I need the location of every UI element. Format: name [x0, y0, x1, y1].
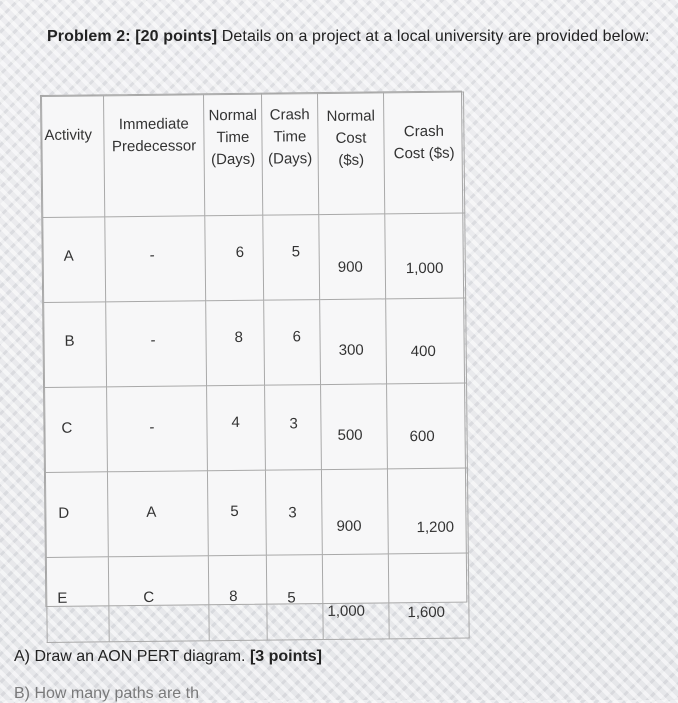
header-activity: Activity [42, 96, 105, 218]
cell-crash-time: 3 [265, 470, 322, 556]
cell-normal-cost: 900 [321, 469, 388, 555]
cell-predecessor: A [107, 471, 208, 557]
question-a [14, 648, 322, 666]
question-a-points: [3 points] [249, 648, 322, 665]
cell-activity: A [43, 217, 106, 303]
header-normal-time: Normal Time (Days) [204, 94, 263, 216]
cell-crash-cost: 1,000 [385, 213, 466, 299]
project-table-container [40, 91, 467, 622]
problem-label: Problem 2: [47, 28, 131, 45]
cell-activity: E [46, 557, 109, 643]
header-normal-cost: Normal Cost ($s) [318, 93, 385, 215]
cell-normal-time: 5 [207, 470, 266, 556]
cell-activity: C [45, 387, 108, 473]
cell-normal-time: 8 [206, 300, 265, 386]
cell-normal-cost: 300 [320, 299, 387, 385]
table-row [45, 468, 468, 557]
cell-predecessor: - [105, 216, 206, 302]
problem-points: [20 points] [135, 28, 218, 45]
cell-activity: B [44, 302, 107, 388]
table-row [46, 553, 469, 642]
cell-normal-cost: 900 [319, 214, 386, 300]
cell-crash-time: 6 [264, 300, 321, 386]
cell-predecessor: C [108, 556, 209, 642]
problem-title [47, 28, 650, 46]
problem-text: Details on a project at a local university are provided below: [221, 28, 650, 45]
question-a-text: A) Draw an AON PERT diagram. [14, 648, 246, 665]
cell-crash-time: 3 [265, 385, 322, 471]
header-crash-time: Crash Time (Days) [262, 94, 319, 216]
cell-crash-time: 5 [263, 215, 320, 301]
cell-normal-time: 6 [205, 215, 264, 301]
header-immediate-predecessor: Immediate Predecessor [104, 95, 205, 217]
cell-predecessor: - [107, 386, 208, 472]
cell-normal-time: 4 [207, 385, 266, 471]
cell-normal-cost: 500 [321, 384, 388, 470]
header-crash-cost: Crash Cost ($s) [383, 92, 464, 214]
cell-crash-cost: 1,600 [388, 553, 469, 639]
question-b-partial: B) How many paths are th [14, 685, 199, 702]
cell-activity: D [45, 472, 108, 558]
cell-normal-time: 8 [208, 555, 267, 641]
table-row [43, 213, 466, 302]
cell-crash-cost: 600 [387, 383, 468, 469]
cell-crash-cost: 400 [386, 298, 467, 384]
project-activity-table [41, 92, 470, 643]
table-header-row [42, 92, 465, 217]
cell-normal-cost: 1,000 [322, 554, 389, 640]
cell-crash-cost: 1,200 [387, 468, 468, 554]
table-row [44, 298, 467, 387]
cell-crash-time: 5 [266, 555, 323, 641]
cell-predecessor: - [106, 301, 207, 387]
table-row [45, 383, 468, 472]
